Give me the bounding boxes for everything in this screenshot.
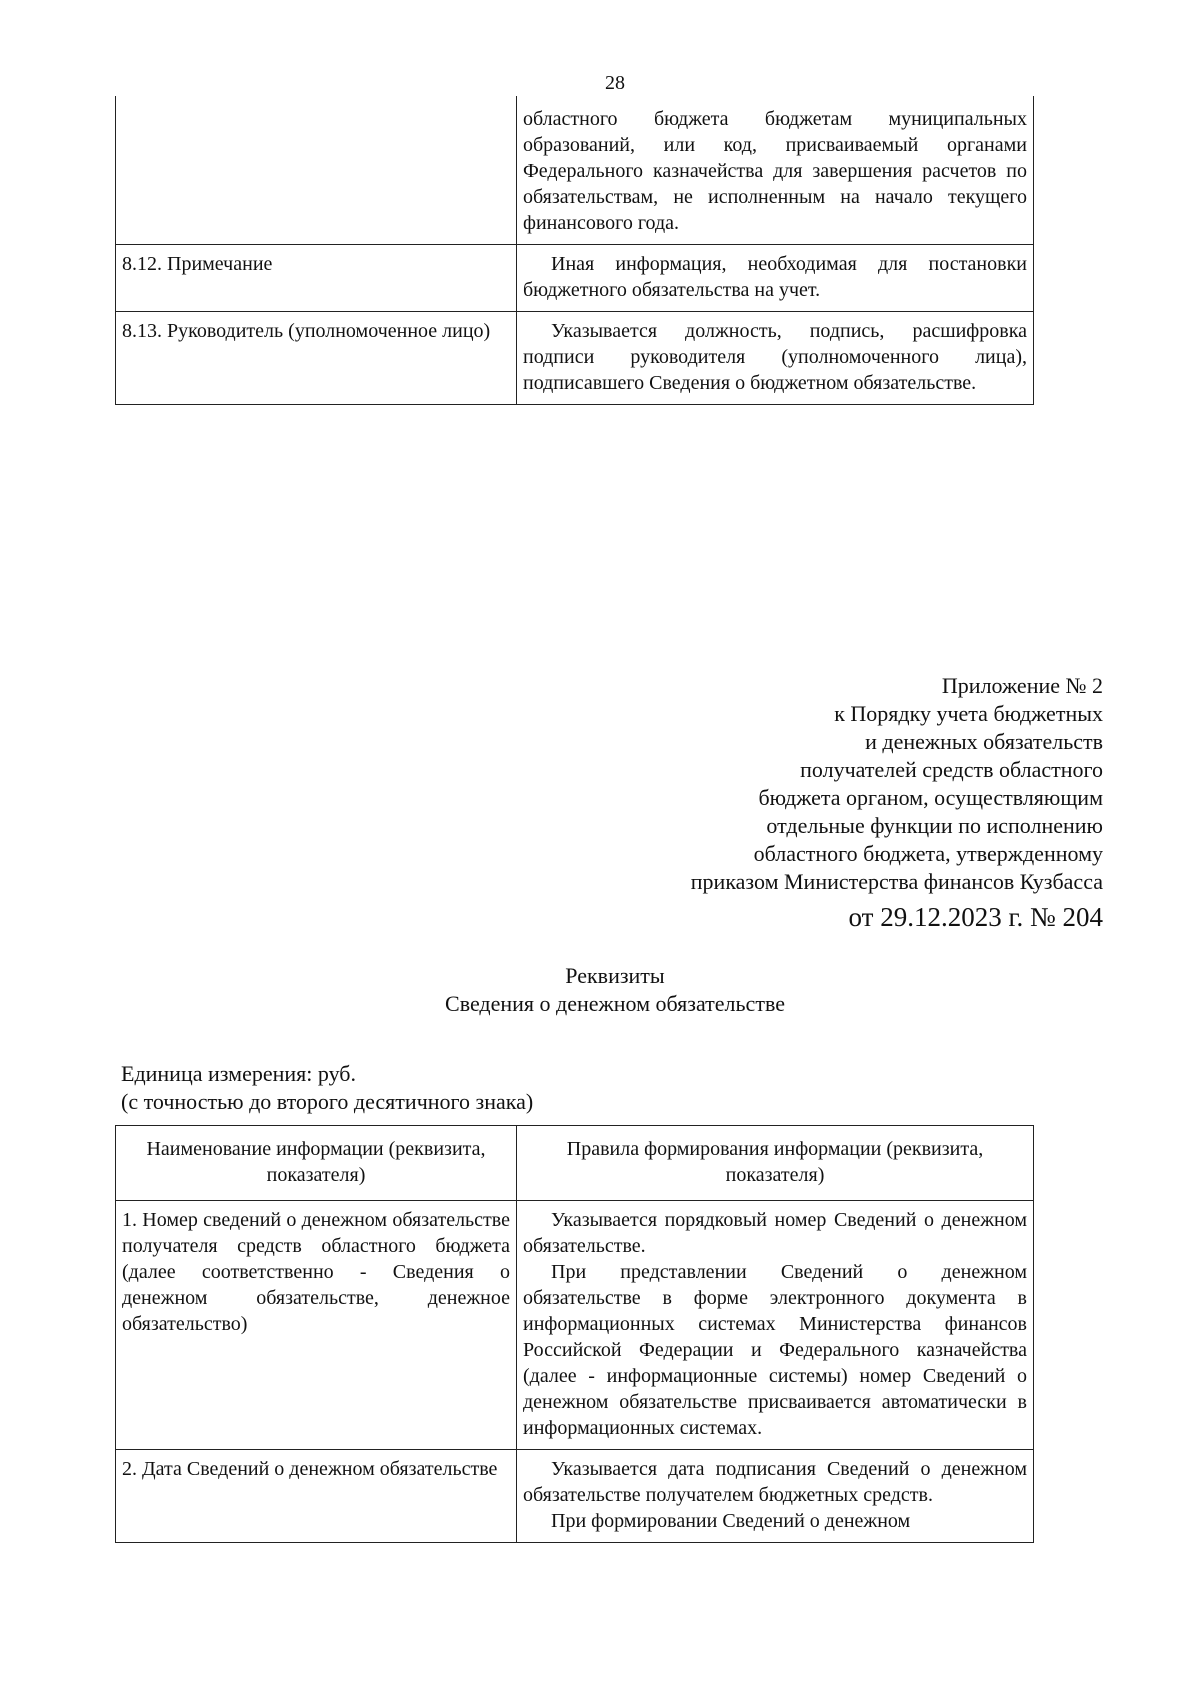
rule-paragraph: При формировании Сведений о денежном — [551, 1510, 911, 1532]
monetary-obligation-table — [115, 1125, 1034, 1543]
column-header: Наименование информации (реквизита, показателя) — [116, 1126, 517, 1201]
column-header: Правила формирования информации (реквизита, показателя) — [517, 1126, 1034, 1201]
document-title — [0, 962, 1200, 1018]
appendix-line: получателей средств областного — [800, 757, 1103, 782]
rule-paragraph: Иная информация, необходимая для постановки бюджетного обязательства на учет. — [523, 253, 1027, 301]
appendix-date-line: от 29.12.2023 г. № 204 — [848, 902, 1103, 932]
title-line: Сведения о денежном обязательстве — [445, 991, 785, 1016]
table-cell-name: 8.13. Руководитель (уполномоченное лицо) — [116, 312, 517, 405]
table-cell-rule — [517, 1450, 1034, 1543]
units-line: (с точностью до второго десятичного знака) — [121, 1089, 534, 1114]
table-cell-rule — [517, 245, 1034, 312]
rule-paragraph: При представлении Сведений о денежном обязательстве в форме электронного документа в информационных системах Министерства финансов Российской Федерации и Федерального казначейства (далее - информационные системы) номер Сведений о денежном обязательстве присваивается автоматически в информационных системах. — [523, 1261, 1027, 1439]
units-note — [121, 1060, 533, 1116]
rule-paragraph: Указывается должность, подпись, расшифровка подписи руководителя (уполномоченного лица), подписавшего Сведения о бюджетном обязательстве. — [523, 320, 1027, 394]
table-header-row — [116, 1126, 1034, 1201]
page-number: 28 — [605, 72, 625, 94]
table-row — [116, 1201, 1034, 1450]
table-row — [116, 96, 1034, 245]
rule-paragraph: Указывается порядковый номер Сведений о денежном обязательстве. — [523, 1209, 1027, 1257]
table-cell-name: 8.12. Примечание — [116, 245, 517, 312]
appendix-line: приказом Министерства финансов Кузбасса — [690, 869, 1103, 894]
units-line: Единица измерения: руб. — [121, 1061, 356, 1086]
table-cell-rule: областного бюджета бюджетам муниципальных образований, или код, присваиваемый органами Федерального казначейства для завершения расчетов по обязательствам, не исполненным на начало текущего финансового года. — [517, 96, 1034, 245]
appendix-line: отдельные функции по исполнению — [766, 813, 1103, 838]
appendix-line: к Порядку учета бюджетных — [834, 701, 1103, 726]
title-line: Реквизиты — [565, 963, 665, 988]
rule-paragraph: Указывается дата подписания Сведений о денежном обязательстве получателем бюджетных средств. — [523, 1458, 1027, 1506]
budget-obligation-table-continued — [115, 96, 1034, 405]
appendix-line: и денежных обязательств — [865, 729, 1103, 754]
appendix-block — [691, 672, 1103, 934]
appendix-line: бюджета органом, осуществляющим — [758, 785, 1103, 810]
table-cell-rule — [517, 1201, 1034, 1450]
table-cell-name — [116, 96, 517, 245]
table-row — [116, 312, 1034, 405]
table-row — [116, 245, 1034, 312]
table-cell-name: 1. Номер сведений о денежном обязательстве получателя средств областного бюджета (далее соответственно - Сведения о денежном обязательстве, денежное обязательство) — [116, 1201, 517, 1450]
table-cell-rule — [517, 312, 1034, 405]
appendix-line: областного бюджета, утвержденному — [753, 841, 1103, 866]
table-row — [116, 1450, 1034, 1543]
table-cell-name: 2. Дата Сведений о денежном обязательстве — [116, 1450, 517, 1543]
appendix-line: Приложение № 2 — [941, 673, 1103, 698]
